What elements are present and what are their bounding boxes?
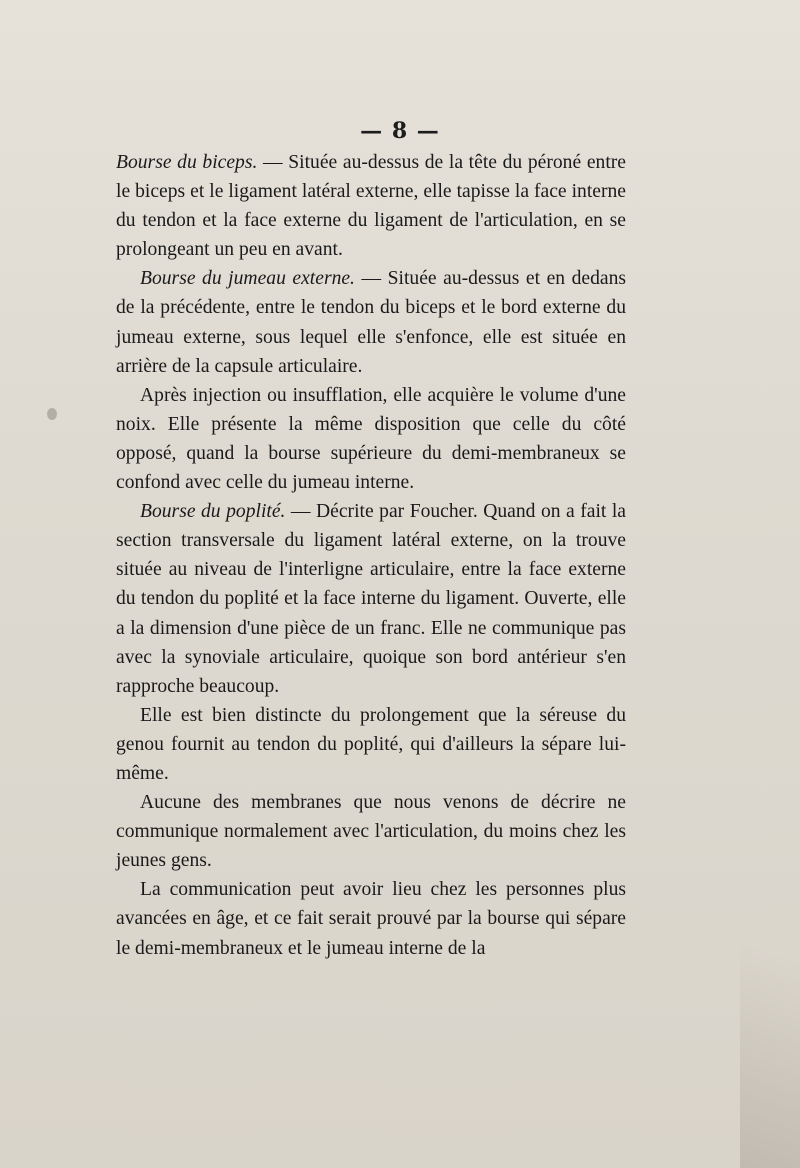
entry-title: Bourse du poplité. bbox=[140, 501, 286, 523]
entry-title: Bourse du biceps. bbox=[116, 152, 258, 173]
paragraph-text: La communication peut avoir lieu chez les personnes plus avancées en âge, et ce fait serait prouvé par la bourse qui sépare le demi-membraneux et le jumeau interne de la bbox=[116, 879, 626, 959]
paragraph-text: — Située au-dessus et en dedans de la précédente, entre le tendon du biceps et le bord externe du jumeau externe, sous lequel elle s'enfonce, elle est située en arrière de la capsule articulaire. bbox=[116, 268, 627, 377]
paragraph-distincte bbox=[116, 701, 626, 788]
paragraph-text: — Située au-dessus de la tête du péroné entre le biceps et le ligament latéral externe, elle tapisse la face interne du tendon et la face externe du ligament de l'articulation, en se prolongeant un peu en avant. bbox=[116, 152, 626, 261]
body-text bbox=[116, 148, 626, 963]
page-edge-shadow bbox=[740, 808, 800, 1168]
paragraph-aucune-membrane bbox=[116, 788, 626, 875]
paragraph-bourse-jumeau-externe bbox=[116, 264, 626, 380]
paragraph-text: — Décrite par Foucher. Quand on a fait la section transversale du ligament latéral externe, on la trouve située au niveau de l'interligne articulaire, entre la face externe du tendon du poplité et la face interne du ligament. Ouverte, elle a la dimension d'une pièce de un franc. Elle ne communique pas avec la synoviale articulaire, quoique son bord antérieur s'en rapproche beaucoup. bbox=[116, 501, 626, 697]
paragraph-bourse-poplite bbox=[116, 497, 626, 701]
paragraph-communication bbox=[116, 875, 626, 962]
paragraph-text: Aucune des membranes que nous venons de décrire ne communique normalement avec l'articulation, du moins chez les jeunes gens. bbox=[116, 792, 626, 872]
entry-title: Bourse du jumeau externe. bbox=[140, 268, 355, 290]
paragraph-text: Elle est bien distincte du prolongement que la séreuse du genou fournit au tendon du poplité, qui d'ailleurs la sépare lui-même. bbox=[116, 704, 626, 784]
paragraph-text: Après injection ou insufflation, elle acquière le volume d'une noix. Elle présente la même disposition que celle du côté opposé, quand la bourse supérieure du demi-membraneux se confond avec celle du jumeau interne. bbox=[116, 384, 626, 494]
scan-speck bbox=[47, 408, 57, 420]
paragraph-injection bbox=[116, 381, 626, 497]
page-number: — 8 — bbox=[360, 118, 440, 144]
paragraph-bourse-biceps bbox=[116, 148, 626, 264]
